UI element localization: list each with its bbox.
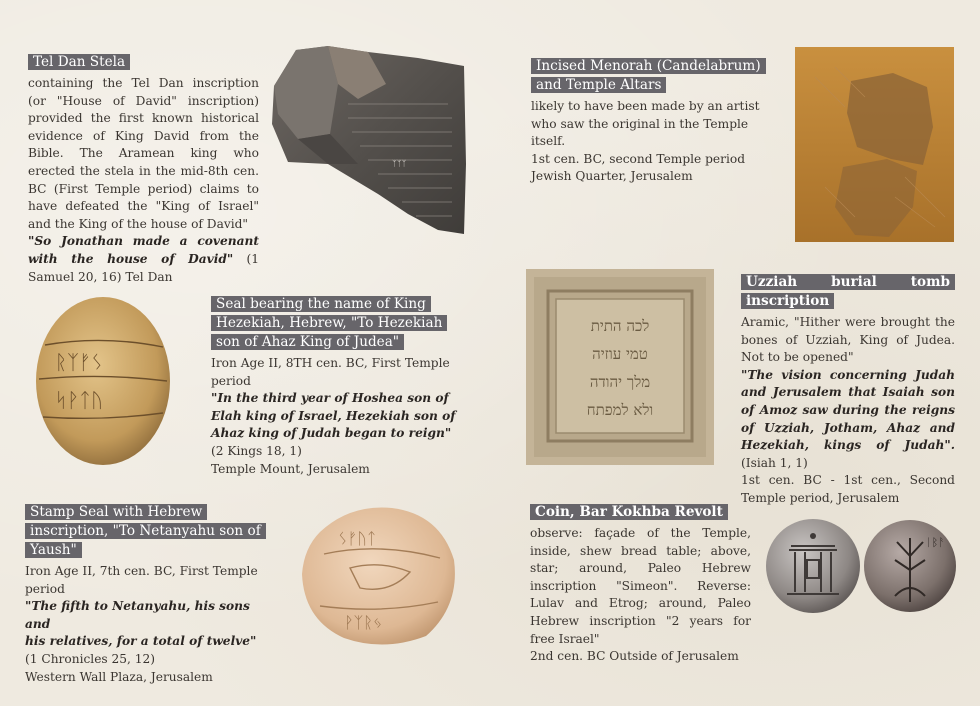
menorah-title: Incised Menorah (Candelabrum) and Temple Altars — [531, 58, 766, 93]
uzziah-ref: (Isiah 1, 1) — [741, 455, 808, 470]
hezekiah-title: Seal bearing the name of King Hezekiah, Hebrew, "To Hezekiah son of Ahaz King of Judea" — [211, 296, 447, 350]
netanyahu-seal-image — [300, 502, 460, 650]
uzziah-tomb-plaque-image — [526, 269, 714, 465]
hezekiah-period: Iron Age II, 8TH cen. BC, First Temple period — [211, 356, 450, 388]
svg-text:ᛊᚠᚢᛏ: ᛊᚠᚢᛏ — [338, 529, 377, 548]
hezekiah-text — [211, 295, 467, 478]
uzziah-inscription-line-3: מלך יהודה — [589, 373, 651, 391]
uzziah-title: Uzziah burial tomb inscription — [741, 274, 955, 309]
netanyahu-location: Western Wall Plaza, Jerusalem — [25, 669, 213, 684]
tel-dan-title: Tel Dan Stela — [28, 54, 130, 70]
uzziah-text — [741, 273, 955, 508]
uzziah-quote: "The vision concerning Judah and Jerusalem that Isaiah son of Amoz saw during the reigns of Uzziah, Jotham, Ahaz and Hezekiah, kings of Judah". — [741, 367, 955, 453]
uzziah-body: Aramic, "Hither were brought the bones of Uzziah, King of Judea. Not to be opened" — [741, 315, 955, 365]
svg-text:ᚱᛉᚠᛊ: ᚱᛉᚠᛊ — [55, 350, 103, 374]
incised-menorah-image — [795, 47, 954, 242]
tel-dan-quote: "So Jonathan made a covenant with the house of David" — [28, 234, 259, 266]
coin-body: observe: façade of the Temple, inside, shew bread table; above, star; around, Paleo Hebrew inscription "Simeon". Reverse: Lulav and Etrog; around, Paleo Hebrew inscription "2 years for free Israel" — [530, 526, 751, 646]
svg-text:ᚹᛉᚱᛃ: ᚹᛉᚱᛃ — [344, 613, 383, 632]
hezekiah-seal-image — [33, 295, 173, 467]
uzziah-inscription-line-2: טמי עוזיה — [592, 345, 648, 363]
netanyahu-quote-2: his relatives, for a total of twelve" — [25, 634, 257, 649]
uzziah-inscription-line-4: ולא למפתח — [586, 401, 654, 419]
hezekiah-quote-line — [211, 390, 467, 460]
bar-kokhba-coin-image — [765, 516, 959, 616]
netanyahu-ref: (1 Chronicles 25, 12) — [25, 651, 156, 666]
coin-title: Coin, Bar Kokhba Revolt — [530, 504, 728, 520]
menorah-body: likely to have been made by an artist who saw the original in the Temple itself. — [531, 99, 760, 149]
menorah-text — [531, 57, 786, 186]
netanyahu-quote-1: "The fifth to Netanyahu, his sons and — [25, 599, 250, 631]
tel-dan-stela-image — [268, 44, 470, 238]
uzziah-period: 1st cen. BC - 1st cen., Second Temple period, Jerusalem — [741, 473, 955, 505]
netanyahu-period: Iron Age II, 7th cen. BC, First Temple period — [25, 564, 258, 596]
netanyahu-text — [25, 503, 277, 686]
hezekiah-quote: "In the third year of Hoshea son of Elah king of Israel, Hezekiah son of Ahaz king of Judah began to reign" — [211, 391, 456, 441]
hezekiah-location: Temple Mount, Jerusalem — [211, 461, 370, 476]
menorah-period: 1st cen. BC, second Temple period — [531, 151, 746, 166]
svg-text:ᛉᛉᛉ: ᛉᛉᛉ — [392, 159, 407, 168]
hezekiah-ref: (2 Kings 18, 1) — [211, 443, 302, 458]
coin-period: 2nd cen. BC Outside of Jerusalem — [530, 649, 739, 664]
uzziah-quote-line — [741, 367, 955, 473]
svg-text:ᛋᚹᛏᚢ: ᛋᚹᛏᚢ — [55, 388, 103, 412]
tel-dan-quote-line — [28, 233, 259, 286]
netanyahu-title: Stamp Seal with Hebrew inscription, "To Netanyahu son of Yaush" — [25, 504, 266, 558]
uzziah-inscription-line-1: לכה התית — [590, 317, 650, 335]
tel-dan-text — [28, 53, 259, 286]
tel-dan-body: containing the Tel Dan inscription (or "House of David" inscription) provided the first known historical evidence of King David from the Bible. The Aramean king who erected the stela in the mid-8th cen. BC (First Temple period) claims to have defeated the "King of Israel" and the King of the house of David" — [28, 76, 259, 231]
tel-dan-ref: (1 Samuel 20, 16) Tel Dan — [28, 251, 260, 284]
coin-text — [530, 503, 751, 666]
svg-text:ᛁᛒᚨ: ᛁᛒᚨ — [925, 536, 945, 549]
menorah-location: Jewish Quarter, Jerusalem — [531, 169, 693, 184]
